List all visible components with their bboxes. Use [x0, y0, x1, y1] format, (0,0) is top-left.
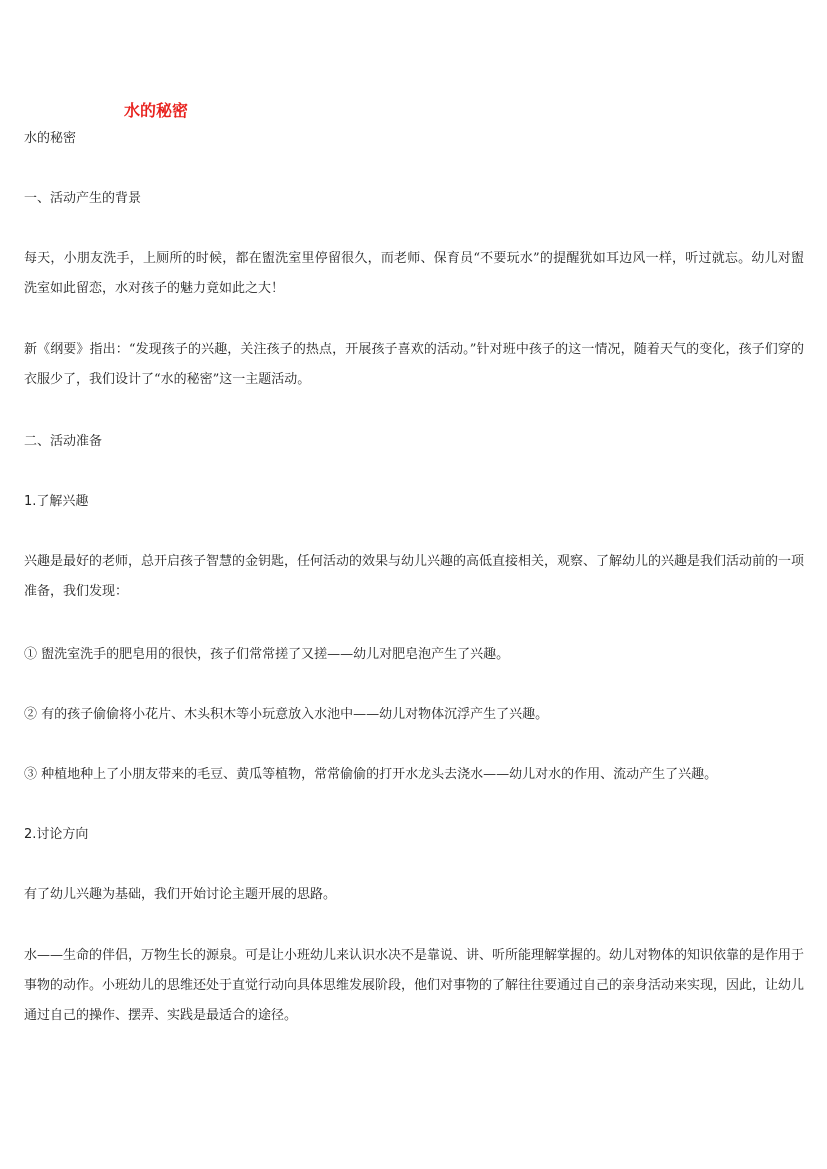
- paragraph-background-1: 每天，小朋友洗手，上厕所的时候，都在盥洗室里停留很久，而老师、保育员“不要玩水”的提醒犹如耳边风一样，听过就忘。幼儿对盥洗室如此留恋，水对孩子的魅力竟如此之大！: [24, 251, 804, 296]
- list-item: ② 有的孩子偷偷将小花片、木头积木等小玩意放入水池中——幼儿对物体沉浮产生了兴趣。: [24, 707, 549, 722]
- subheading-number: 1.: [24, 494, 37, 509]
- subheading-understand-interest: [24, 491, 804, 513]
- paragraph-water-life: 水——生命的伴侣，万物生长的源泉。可是让小班幼儿来认识水决不是靠说、讲、听所能理解掌握的。幼儿对物体的知识依靠的是作用于事物的动作。小班幼儿的思维还处于直觉行动向具体思维发展阶段，他们对事物的了解往往要通过自己的亲身活动来实现，因此，让幼儿通过自己的操作、摆弄、实践是最适合的途径。: [24, 948, 805, 1023]
- subheading-label: 了解兴趣: [36, 494, 89, 509]
- paragraph-discussion-basis: 有了幼儿兴趣为基础，我们开始讨论主题开展的思路。: [24, 887, 337, 902]
- paragraph-background-2: 新《纲要》指出：“发现孩子的兴趣，关注孩子的热点，开展孩子喜欢的活动。”针对班中孩子的这一情况，随着天气的变化，孩子们穿的衣服少了，我们设计了“水的秘密”这一主题活动。: [24, 342, 804, 387]
- subheading-label: 讨论方向: [36, 827, 89, 842]
- section-heading-preparation: 二、活动准备: [24, 434, 103, 449]
- subtitle: 水的秘密: [24, 131, 77, 146]
- section-heading-background: 一、活动产生的背景: [24, 191, 142, 206]
- subheading-number: 2.: [24, 827, 37, 842]
- list-item: ① 盥洗室洗手的肥皂用的很快，孩子们常常搓了又搓——幼儿对肥皂泡产生了兴趣。: [24, 647, 510, 662]
- paragraph-interest: 兴趣是最好的老师，总开启孩子智慧的金钥匙，任何活动的效果与幼儿兴趣的高低直接相关，观察、了解幼儿的兴趣是我们活动前的一项准备，我们发现：: [24, 554, 805, 599]
- page-title: 水的秘密: [124, 101, 189, 120]
- subheading-discussion-direction: [24, 824, 804, 846]
- list-item: ③ 种植地种上了小朋友带来的毛豆、黄瓜等植物，常常偷偷的打开水龙头去浇水——幼儿对水的作用、流动产生了兴趣。: [24, 767, 718, 782]
